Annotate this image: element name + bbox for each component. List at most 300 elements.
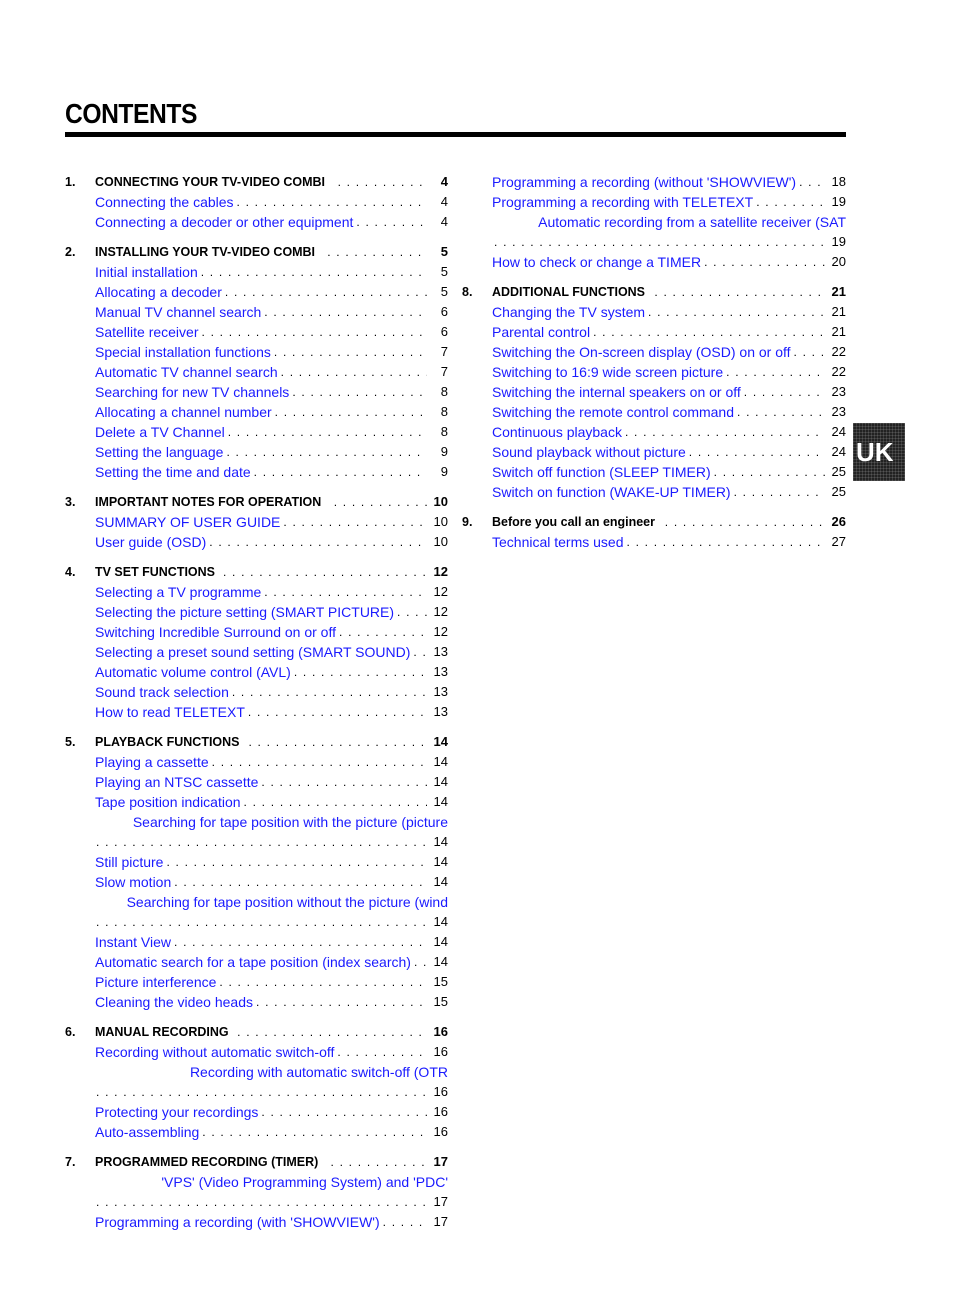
toc-entry[interactable] bbox=[65, 192, 448, 212]
toc-entry[interactable] bbox=[65, 442, 448, 462]
dot-leader bbox=[593, 322, 825, 342]
toc-entry[interactable] bbox=[65, 992, 448, 1012]
entry-title[interactable]: Changing the TV system bbox=[492, 304, 646, 320]
entry-page-number: 23 bbox=[831, 404, 846, 419]
toc-entry[interactable] bbox=[65, 462, 448, 482]
entry-page-number: 19 bbox=[831, 234, 846, 249]
entry-title[interactable]: Programming a recording with TELETEXT bbox=[492, 194, 754, 210]
entry-page-number: 14 bbox=[433, 854, 448, 869]
language-tab: UK bbox=[853, 423, 905, 481]
dot-leader bbox=[202, 322, 428, 342]
entry-page-number: 25 bbox=[831, 464, 846, 479]
entry-page-number: 5 bbox=[440, 284, 448, 299]
entry-title-wrap bbox=[492, 422, 828, 442]
section-title-wrap bbox=[95, 492, 430, 512]
dot-leader bbox=[338, 172, 427, 192]
entry-page-number: 17 bbox=[433, 1194, 448, 1209]
section-title: INSTALLING YOUR TV-VIDEO COMBI bbox=[95, 244, 316, 259]
entry-page-number: 12 bbox=[433, 584, 448, 599]
dot-leader bbox=[237, 1022, 427, 1042]
toc-entry[interactable] bbox=[65, 972, 448, 992]
toc-entry[interactable] bbox=[462, 532, 846, 552]
toc-entry[interactable] bbox=[65, 772, 448, 792]
toc-entry[interactable] bbox=[462, 422, 846, 442]
dot-leader bbox=[261, 772, 427, 792]
toc-entry[interactable] bbox=[65, 1062, 448, 1102]
entry-title[interactable]: Connecting a decoder or other equipment bbox=[95, 214, 354, 230]
entry-title-wrap bbox=[95, 362, 430, 382]
entry-title-line1[interactable]: Searching for tape position with the picture (picture bbox=[132, 814, 448, 830]
section-title: PLAYBACK FUNCTIONS bbox=[95, 734, 240, 749]
toc-entry[interactable] bbox=[65, 952, 448, 972]
section-heading[interactable] bbox=[65, 562, 448, 582]
entry-title[interactable]: Delete a TV Channel bbox=[95, 424, 225, 440]
entry-title[interactable]: Switching to 16:9 wide screen picture bbox=[492, 364, 724, 380]
dot-leader bbox=[648, 302, 825, 322]
section-number: 2. bbox=[65, 245, 76, 259]
entry-page-number: 16 bbox=[433, 1044, 448, 1059]
entry-page-number: 7 bbox=[440, 364, 448, 379]
entry-page-number: 10 bbox=[433, 534, 448, 549]
dot-leader bbox=[331, 1152, 427, 1172]
section-title: ADDITIONAL FUNCTIONS bbox=[492, 284, 645, 299]
entry-title[interactable]: Setting the time and date bbox=[95, 464, 251, 480]
dot-leader bbox=[734, 482, 825, 502]
section-page-number: 5 bbox=[440, 244, 448, 259]
toc-entry[interactable] bbox=[65, 602, 448, 622]
section-page-number: 21 bbox=[831, 284, 846, 299]
entry-title[interactable]: Selecting a TV programme bbox=[95, 584, 262, 600]
entry-page-number: 19 bbox=[831, 194, 846, 209]
dot-leader bbox=[248, 732, 427, 752]
toc-entry[interactable] bbox=[65, 682, 448, 702]
entry-title[interactable]: Sound playback without picture bbox=[492, 444, 686, 460]
entry-title-wrap bbox=[95, 282, 430, 302]
entry-title[interactable]: Programming a recording (with 'SHOWVIEW') bbox=[95, 1214, 380, 1230]
entry-title-wrap bbox=[95, 952, 430, 972]
toc-entry[interactable] bbox=[65, 662, 448, 682]
entry-multiline bbox=[492, 212, 846, 252]
entry-page-number: 9 bbox=[440, 444, 448, 459]
entry-title[interactable]: Switching the remote control command bbox=[492, 404, 734, 420]
entry-page-number: 12 bbox=[433, 604, 448, 619]
section-title-wrap bbox=[95, 242, 430, 262]
section-number: 1. bbox=[65, 175, 76, 189]
section-heading[interactable] bbox=[65, 242, 448, 262]
entry-title-wrap bbox=[95, 462, 430, 482]
toc-entry[interactable] bbox=[65, 932, 448, 952]
entry-title-wrap bbox=[95, 992, 430, 1012]
entry-title[interactable]: Manual TV channel search bbox=[95, 304, 262, 320]
entry-title[interactable]: Tape position indication bbox=[95, 794, 241, 810]
section-title-wrap bbox=[492, 282, 828, 302]
dot-leader bbox=[174, 872, 427, 892]
dot-leader bbox=[283, 512, 427, 532]
toc-section bbox=[65, 172, 448, 232]
toc-section bbox=[65, 1152, 448, 1232]
entry-title-wrap bbox=[492, 302, 828, 322]
section-title: MANUAL RECORDING bbox=[95, 1024, 229, 1039]
toc-entry[interactable] bbox=[65, 532, 448, 552]
entry-page-number: 24 bbox=[831, 424, 846, 439]
dot-leader bbox=[327, 242, 427, 262]
entry-title[interactable]: Instant View bbox=[95, 934, 172, 950]
entry-title-line2-wrap bbox=[95, 1192, 448, 1212]
entry-title[interactable]: Slow motion bbox=[95, 874, 172, 890]
entry-title[interactable]: Selecting the picture setting (SMART PICTURE) bbox=[95, 604, 395, 620]
toc-entry[interactable] bbox=[65, 812, 448, 852]
section-title-wrap bbox=[95, 1152, 430, 1172]
entry-multiline bbox=[95, 892, 448, 932]
toc-entry[interactable] bbox=[65, 872, 448, 892]
toc-entry[interactable] bbox=[462, 322, 846, 342]
section-page-number: 17 bbox=[433, 1154, 448, 1169]
dot-leader bbox=[413, 642, 427, 662]
entry-title-wrap bbox=[492, 532, 828, 552]
section-heading[interactable] bbox=[65, 732, 448, 752]
toc-entry[interactable] bbox=[65, 1122, 448, 1142]
entry-page-number: 23 bbox=[831, 384, 846, 399]
entry-title-wrap bbox=[95, 622, 430, 642]
entry-title-wrap bbox=[492, 442, 828, 462]
toc-entry[interactable] bbox=[462, 302, 846, 322]
toc-entry[interactable] bbox=[65, 422, 448, 442]
entry-title-wrap bbox=[492, 322, 828, 342]
entry-title[interactable]: Selecting a preset sound setting (SMART SOUND) bbox=[95, 644, 411, 660]
dot-leader bbox=[226, 442, 427, 462]
entry-multiline bbox=[95, 1062, 448, 1102]
section-page-number: 4 bbox=[440, 174, 448, 189]
dot-leader bbox=[665, 512, 825, 532]
toc-entry[interactable] bbox=[65, 642, 448, 662]
entry-title-line1[interactable]: Searching for tape position without the picture (wind bbox=[126, 894, 448, 910]
section-heading[interactable] bbox=[65, 492, 448, 512]
entry-page-number: 12 bbox=[433, 624, 448, 639]
toc-entry[interactable] bbox=[65, 1212, 448, 1232]
entry-title-wrap bbox=[95, 512, 430, 532]
entry-title[interactable]: How to read TELETEXT bbox=[95, 704, 245, 720]
entry-title[interactable]: Switch on function (WAKE-UP TIMER) bbox=[492, 484, 731, 500]
dot-leader bbox=[248, 702, 427, 722]
page-title: CONTENTS bbox=[65, 98, 197, 129]
entry-title[interactable]: Switching Incredible Surround on or off bbox=[95, 624, 336, 640]
toc-entry[interactable] bbox=[65, 702, 448, 722]
entry-title-wrap bbox=[95, 402, 430, 422]
section-heading[interactable] bbox=[65, 1152, 448, 1172]
toc-section bbox=[65, 732, 448, 1012]
entry-page-number: 6 bbox=[440, 324, 448, 339]
entry-page-number: 7 bbox=[440, 344, 448, 359]
toc-entry[interactable] bbox=[65, 792, 448, 812]
dot-leader bbox=[704, 252, 825, 272]
toc-entry[interactable] bbox=[462, 382, 846, 402]
dot-leader bbox=[202, 1122, 427, 1142]
entry-page-number: 14 bbox=[433, 794, 448, 809]
toc-section bbox=[462, 282, 846, 502]
entry-page-number: 21 bbox=[831, 324, 846, 339]
toc-left-column bbox=[65, 172, 448, 1242]
dot-leader bbox=[625, 422, 825, 442]
toc-entry[interactable] bbox=[65, 1042, 448, 1062]
entry-title[interactable]: Technical terms used bbox=[492, 534, 624, 550]
dot-leader bbox=[223, 562, 427, 582]
entry-page-number: 4 bbox=[440, 194, 448, 209]
entry-title-wrap bbox=[492, 172, 828, 192]
entry-title-wrap bbox=[95, 382, 430, 402]
entry-title[interactable]: SUMMARY OF USER GUIDE bbox=[95, 514, 281, 530]
entry-title[interactable]: Continuous playback bbox=[492, 424, 622, 440]
entry-title[interactable]: Satellite receiver bbox=[95, 324, 199, 340]
toc-section bbox=[65, 242, 448, 482]
entry-title[interactable]: Picture interference bbox=[95, 974, 217, 990]
entry-title[interactable]: Searching for new TV channels bbox=[95, 384, 290, 400]
entry-title-wrap bbox=[95, 1102, 430, 1122]
toc-entry[interactable] bbox=[65, 212, 448, 232]
entry-page-number: 14 bbox=[433, 874, 448, 889]
section-heading[interactable] bbox=[462, 282, 846, 302]
entry-title-wrap bbox=[95, 872, 430, 892]
section-heading[interactable] bbox=[462, 512, 846, 532]
toc-entry[interactable] bbox=[462, 252, 846, 272]
entry-title[interactable]: User guide (OSD) bbox=[95, 534, 207, 550]
entry-title-line2-wrap bbox=[492, 232, 846, 252]
entry-title[interactable]: Recording without automatic switch-off bbox=[95, 1044, 335, 1060]
toc-entry[interactable] bbox=[462, 462, 846, 482]
entry-title[interactable]: Automatic volume control (AVL) bbox=[95, 664, 291, 680]
dot-leader bbox=[726, 362, 825, 382]
entry-title-wrap bbox=[95, 602, 430, 622]
entry-title[interactable]: Auto-assembling bbox=[95, 1124, 200, 1140]
toc-entry[interactable] bbox=[462, 192, 846, 212]
entry-title[interactable]: Automatic TV channel search bbox=[95, 364, 278, 380]
dot-leader bbox=[799, 172, 825, 192]
entry-page-number: 16 bbox=[433, 1084, 448, 1099]
dot-leader bbox=[174, 932, 427, 952]
entry-title[interactable]: Cleaning the video heads bbox=[95, 994, 254, 1010]
entry-page-number: 8 bbox=[440, 404, 448, 419]
entry-title[interactable]: Connecting the cables bbox=[95, 194, 234, 210]
entry-title-wrap bbox=[492, 462, 828, 482]
entry-page-number: 5 bbox=[440, 264, 448, 279]
entry-title-wrap bbox=[492, 252, 828, 272]
entry-title[interactable]: Programming a recording (without 'SHOWVIEW') bbox=[492, 174, 797, 190]
toc-entry[interactable] bbox=[65, 1102, 448, 1122]
entry-title-wrap bbox=[95, 532, 430, 552]
toc-entry[interactable] bbox=[65, 1172, 448, 1212]
entry-title[interactable]: Switching the On-screen display (OSD) on or off bbox=[492, 344, 791, 360]
dot-leader bbox=[689, 442, 825, 462]
toc-entry[interactable] bbox=[462, 482, 846, 502]
dot-leader bbox=[219, 972, 427, 992]
dot-leader bbox=[95, 912, 427, 932]
section-title: CONNECTING YOUR TV-VIDEO COMBI bbox=[95, 174, 325, 189]
entry-title-wrap bbox=[95, 972, 430, 992]
entry-page-number: 14 bbox=[433, 774, 448, 789]
entry-page-number: 21 bbox=[831, 304, 846, 319]
entry-page-number: 14 bbox=[433, 954, 448, 969]
section-page-number: 26 bbox=[831, 514, 846, 529]
section-heading[interactable] bbox=[65, 1022, 448, 1042]
dot-leader bbox=[383, 1212, 427, 1232]
dot-leader bbox=[166, 852, 427, 872]
toc-entry[interactable] bbox=[65, 362, 448, 382]
dot-leader bbox=[654, 282, 825, 302]
section-page-number: 14 bbox=[433, 734, 448, 749]
entry-title-wrap bbox=[492, 382, 828, 402]
toc-section bbox=[65, 492, 448, 552]
toc-entry[interactable] bbox=[65, 582, 448, 602]
toc-entry[interactable] bbox=[65, 852, 448, 872]
dot-leader bbox=[414, 952, 427, 972]
entry-page-number: 22 bbox=[831, 364, 846, 379]
entry-page-number: 27 bbox=[831, 534, 846, 549]
entry-page-number: 14 bbox=[433, 914, 448, 929]
entry-title-wrap bbox=[95, 932, 430, 952]
entry-title-wrap bbox=[95, 1042, 430, 1062]
toc-entry[interactable] bbox=[65, 262, 448, 282]
entry-page-number: 20 bbox=[831, 254, 846, 269]
toc-entry[interactable] bbox=[65, 282, 448, 302]
dot-leader bbox=[209, 532, 427, 552]
entry-page-number: 8 bbox=[440, 424, 448, 439]
section-page-number: 10 bbox=[433, 494, 448, 509]
entry-title-line2-wrap bbox=[95, 912, 448, 932]
entry-title-line1[interactable]: 'VPS' (Video Programming System) and 'PDC' bbox=[161, 1174, 448, 1190]
toc-entry[interactable] bbox=[65, 382, 448, 402]
entry-title[interactable]: Switching the internal speakers on or off bbox=[492, 384, 741, 400]
dot-leader bbox=[264, 582, 427, 602]
dot-leader bbox=[95, 1192, 427, 1212]
entry-page-number: 4 bbox=[440, 214, 448, 229]
toc-section bbox=[462, 512, 846, 552]
entry-title-wrap bbox=[492, 192, 828, 212]
toc-entry[interactable] bbox=[65, 512, 448, 532]
toc-entry[interactable] bbox=[65, 302, 448, 322]
section-number: 9. bbox=[462, 515, 473, 529]
entry-title-line2-wrap bbox=[95, 832, 448, 852]
dot-leader bbox=[292, 382, 427, 402]
dot-leader bbox=[264, 302, 427, 322]
dot-leader bbox=[95, 832, 427, 852]
dot-leader bbox=[254, 462, 427, 482]
entry-page-number: 8 bbox=[440, 384, 448, 399]
dot-leader bbox=[294, 662, 427, 682]
dot-leader bbox=[756, 192, 825, 212]
entry-title-wrap bbox=[95, 752, 430, 772]
entry-title[interactable]: Allocating a decoder bbox=[95, 284, 222, 300]
entry-page-number: 22 bbox=[831, 344, 846, 359]
entry-title[interactable]: Parental control bbox=[492, 324, 591, 340]
entry-page-number: 15 bbox=[433, 994, 448, 1009]
entry-title[interactable]: Initial installation bbox=[95, 264, 198, 280]
entry-title-wrap bbox=[95, 192, 430, 212]
entry-title-wrap bbox=[95, 582, 430, 602]
entry-title[interactable]: Playing a cassette bbox=[95, 754, 209, 770]
toc-entry[interactable] bbox=[462, 362, 846, 382]
toc-section bbox=[65, 1022, 448, 1142]
dot-leader bbox=[794, 342, 825, 362]
toc-entry[interactable] bbox=[65, 402, 448, 422]
entry-title[interactable]: Automatic search for a tape position (index search) bbox=[95, 954, 411, 970]
toc-entry[interactable] bbox=[462, 212, 846, 252]
toc-entry[interactable] bbox=[462, 172, 846, 192]
section-title-wrap bbox=[95, 562, 430, 582]
section-title-wrap bbox=[95, 172, 430, 192]
entry-page-number: 14 bbox=[433, 834, 448, 849]
entry-multiline bbox=[95, 812, 448, 852]
entry-title-wrap bbox=[95, 302, 430, 322]
entry-title[interactable]: Special installation functions bbox=[95, 344, 271, 360]
section-title-wrap bbox=[95, 732, 430, 752]
entry-title-wrap bbox=[95, 262, 430, 282]
entry-title-line1[interactable]: Recording with automatic switch-off (OTR bbox=[189, 1064, 448, 1080]
dot-leader bbox=[492, 232, 825, 252]
toc-entry[interactable] bbox=[65, 622, 448, 642]
dot-leader bbox=[274, 342, 427, 362]
section-number: 6. bbox=[65, 1025, 76, 1039]
entry-title[interactable]: How to check or change a TIMER bbox=[492, 254, 702, 270]
entry-title-line2-wrap bbox=[95, 1082, 448, 1102]
entry-title-wrap bbox=[492, 402, 828, 422]
entry-title[interactable]: Switch off function (SLEEP TIMER) bbox=[492, 464, 711, 480]
section-title: IMPORTANT NOTES FOR OPERATION bbox=[95, 494, 322, 509]
entry-title-wrap bbox=[492, 482, 828, 502]
entry-page-number: 16 bbox=[433, 1124, 448, 1139]
entry-title-wrap bbox=[95, 442, 430, 462]
dot-leader bbox=[397, 602, 427, 622]
toc-entry[interactable] bbox=[462, 342, 846, 362]
entry-page-number: 10 bbox=[433, 514, 448, 529]
entry-title-wrap bbox=[95, 852, 430, 872]
entry-page-number: 13 bbox=[433, 704, 448, 719]
section-heading[interactable] bbox=[65, 172, 448, 192]
entry-title-wrap bbox=[95, 792, 430, 812]
toc-entry[interactable] bbox=[462, 442, 846, 462]
section-number: 5. bbox=[65, 735, 76, 749]
entry-title[interactable]: Still picture bbox=[95, 854, 164, 870]
section-number: 3. bbox=[65, 495, 76, 509]
section-page-number: 12 bbox=[433, 564, 448, 579]
entry-title-wrap bbox=[95, 342, 430, 362]
entry-title[interactable]: Allocating a channel number bbox=[95, 404, 272, 420]
entry-page-number: 16 bbox=[433, 1104, 448, 1119]
dot-leader bbox=[244, 792, 427, 812]
dot-leader bbox=[744, 382, 825, 402]
section-number: 7. bbox=[65, 1155, 76, 1169]
entry-title-wrap bbox=[95, 212, 430, 232]
entry-page-number: 24 bbox=[831, 444, 846, 459]
dot-leader bbox=[212, 752, 427, 772]
entry-title[interactable]: Setting the language bbox=[95, 444, 224, 460]
toc-entry[interactable] bbox=[65, 892, 448, 932]
dot-leader bbox=[275, 402, 427, 422]
section-title-wrap bbox=[95, 1022, 430, 1042]
entry-title[interactable]: Sound track selection bbox=[95, 684, 229, 700]
title-rule bbox=[65, 132, 846, 137]
entry-page-number: 15 bbox=[433, 974, 448, 989]
toc-entry[interactable] bbox=[65, 342, 448, 362]
toc-entry[interactable] bbox=[65, 322, 448, 342]
toc-entry[interactable] bbox=[65, 752, 448, 772]
entry-page-number: 13 bbox=[433, 684, 448, 699]
toc-entry[interactable] bbox=[462, 402, 846, 422]
entry-title-line1[interactable]: Automatic recording from a satellite receiver (SAT bbox=[538, 214, 846, 230]
dot-leader bbox=[356, 212, 427, 232]
dot-leader bbox=[256, 992, 427, 1012]
entry-page-number: 13 bbox=[433, 664, 448, 679]
entry-title[interactable]: Playing an NTSC cassette bbox=[95, 774, 259, 790]
entry-title[interactable]: Protecting your recordings bbox=[95, 1104, 259, 1120]
